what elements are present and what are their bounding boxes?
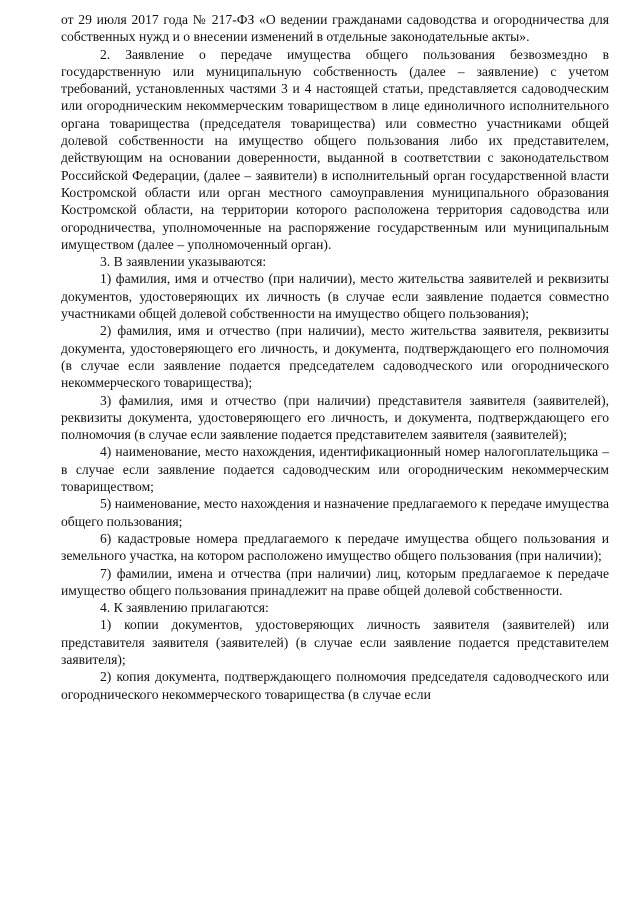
list-item-3-2: 2) фамилия, имя и отчество (при наличии), место жительства заявителя, реквизиты документа, удостоверяющего его личность, и документа, подтверждающего его полномочия (в случае если заявление подается председателем садоводческого или огороднического некоммерческого товарищества); — [61, 323, 609, 391]
list-item-3-3: 3) фамилия, имя и отчество (при наличии) представителя заявителя (заявителей), реквизиты документа, удостоверяющего его личность, и документа, подтверждающего его полномочия (в случае если заявление подается представителем заявителя (заявителей); — [61, 392, 609, 443]
document-body — [61, 11, 609, 703]
list-item-3-4: 4) наименование, место нахождения, идентификационный номер налогоплательщика – в случае если заявление подается садоводческим или огородническим некоммерческим товариществом; — [61, 444, 609, 495]
paragraph-3-heading: 3. В заявлении указываются: — [100, 254, 267, 270]
paragraph-2-application: 2. Заявление о передаче имущества общего пользования безвозмездно в государственную или муниципальную собственность (далее – заявление) с учетом требований, установленных частями 3 и 4 настоящей статьи, представляется садоводческим или огородническим некоммерческим товариществом в лице единоличного исполнительного органа товарищества (председателя товарищества) или совместно участниками общей долевой собственности на имущество общего пользования либо их представителем, действующим на основании доверенности, выданной в соответствии с законодательством Российской Федерации, (далее – заявители) в исполнительный орган государственной власти Костромской области или орган местного самоуправления муниципального образования Костромской области, на территории которого расположена территория садоводства или огородничества, уполномоченные на распоряжение государственным или муниципальным имуществом (далее – уполномоченный орган). — [61, 46, 609, 252]
paragraph-law-reference: от 29 июля 2017 года № 217-ФЗ «О ведении гражданами садоводства и огородничества для собственных нужд и о внесении изменений в отдельные законодательные акты». — [61, 12, 609, 45]
list-item-3-5: 5) наименование, место нахождения и назначение предлагаемого к передаче имущества общего пользования; — [61, 496, 609, 529]
list-item-4-1: 1) копии документов, удостоверяющих личность заявителя (заявителей) или представителя заявителя (заявителей) (в случае если заявление подается представителем заявителя); — [61, 617, 609, 667]
list-item-3-1: 1) фамилия, имя и отчество (при наличии), место жительства заявителей и реквизиты документов, удостоверяющих их личность (в случае если заявление подается совместно участниками общей долевой собственности на имущество общего пользования); — [61, 271, 609, 322]
list-item-3-7: 7) фамилии, имена и отчества (при наличии) лиц, которым предлагаемое к передаче имущество общего пользования принадлежит на праве общей долевой собственности. — [61, 565, 609, 598]
list-item-3-6: 6) кадастровые номера предлагаемого к передаче имущества общего пользования и земельного участка, на котором расположено имущество общего пользования (при наличии); — [61, 530, 609, 564]
paragraph-4-heading: 4. К заявлению прилагаются: — [100, 600, 269, 616]
list-item-4-2: 2) копия документа, подтверждающего полномочия председателя садоводческого или огороднического некоммерческого товарищества (в случае если — [61, 669, 609, 702]
